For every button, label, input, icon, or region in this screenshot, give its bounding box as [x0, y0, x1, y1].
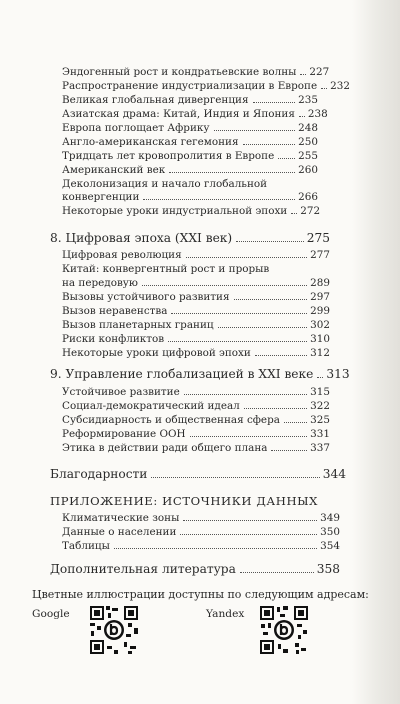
toc-entry	[62, 400, 330, 413]
toc-entry-title: Реформирование ООН	[62, 428, 186, 440]
toc-entry-title: Риски конфликтов	[62, 333, 165, 345]
toc-entry-title: Европа поглощает Африку	[62, 122, 210, 134]
toc-entry-title: Азиатская драма: Китай, Индия и Япония	[62, 108, 295, 120]
toc-entry-title: Распространение индустриализации в Европе	[62, 80, 318, 92]
toc-entry-page: 349	[320, 512, 340, 524]
toc-entry-title: Некоторые уроки индустриальной эпохи	[62, 205, 288, 217]
toc-entry-title: конвергенции	[62, 191, 140, 203]
toc-entry-title: Этика в действии ради общего плана	[62, 442, 268, 454]
toc-chapter-page: 358	[316, 562, 340, 576]
leader-dots	[169, 172, 295, 173]
leader-dots	[218, 327, 308, 328]
toc-entry-page: 272	[300, 205, 321, 217]
toc-entry-page: 299	[310, 305, 330, 317]
toc-entry-page: 325	[310, 414, 330, 426]
toc-chapter-page: 275	[306, 231, 330, 245]
toc-entry	[62, 94, 318, 107]
toc-entry	[62, 108, 328, 121]
yandex-label: Yandex	[206, 608, 245, 620]
toc-entry	[62, 428, 330, 441]
toc-entry	[62, 442, 330, 455]
toc-chapter-page: 344	[322, 467, 346, 481]
toc-entry-title: Деколонизация и начало глобальной	[62, 178, 268, 190]
toc-entry-line1	[62, 178, 318, 191]
toc-entry	[62, 333, 330, 346]
leader-dots	[240, 572, 314, 573]
toc-entry-page: 289	[310, 277, 330, 289]
qr-code-icon[interactable]	[258, 604, 310, 656]
toc-entry-page: 331	[310, 428, 330, 440]
toc-entry	[62, 277, 330, 290]
toc-entry-page: 322	[310, 400, 330, 412]
toc-entry-title: Тридцать лет кровопролития в Европе	[62, 150, 275, 162]
leader-dots	[234, 299, 308, 300]
toc-entry	[62, 136, 318, 149]
leader-dots	[151, 477, 319, 478]
toc-entry-title: Некоторые уроки цифровой эпохи	[62, 347, 251, 359]
leader-dots	[142, 285, 307, 286]
toc-entry-page: 315	[310, 386, 330, 398]
toc-entry-title: Субсидиарность и общественная сфера	[62, 414, 280, 426]
leader-dots	[171, 313, 307, 314]
toc-entry-title: на передовую	[62, 277, 138, 289]
toc-entry-title: Социал-демократический идеал	[62, 400, 240, 412]
leader-dots	[168, 341, 307, 342]
leader-dots	[184, 394, 307, 395]
leader-dots	[114, 548, 317, 549]
illustrations-note: Цветные иллюстрации доступны по следующим адресам:	[32, 588, 369, 601]
toc-entry	[62, 512, 340, 525]
toc-entry-page: 354	[320, 540, 340, 552]
toc-chapter-title: 8. Цифровая эпоха (XXI век)	[50, 232, 233, 245]
toc-entry-title: Таблицы	[62, 540, 110, 552]
leader-dots	[299, 116, 305, 117]
leader-dots	[244, 408, 307, 409]
toc-entry	[62, 80, 350, 93]
leader-dots	[243, 144, 296, 145]
leader-dots	[253, 102, 296, 103]
toc-entry-title: Эндогенный рост и кондратьевские волны	[62, 66, 297, 78]
toc-chapter	[50, 232, 330, 245]
toc-chapter	[50, 468, 346, 481]
toc-entry-page: 238	[307, 108, 328, 120]
toc-entry	[62, 526, 340, 539]
toc-entry-title: Вызов планетарных границ	[62, 319, 214, 331]
toc-entry-page: 227	[309, 66, 330, 78]
toc-entry	[62, 249, 330, 262]
toc-entry-title: Устойчивое развитие	[62, 386, 180, 398]
toc-entry	[62, 386, 330, 399]
toc-entry-page: 266	[298, 191, 318, 203]
toc-chapter-page: 313	[326, 367, 350, 381]
toc-entry-page: 337	[310, 442, 330, 454]
toc-entry-page: 297	[310, 291, 330, 303]
toc-entry-page: 312	[310, 347, 330, 359]
toc-entry-title: Климатические зоны	[62, 512, 180, 524]
leader-dots	[284, 422, 307, 423]
leader-dots	[271, 450, 307, 451]
toc-entry-title: Англо-американская гегемония	[62, 136, 239, 148]
toc-entry	[62, 291, 330, 304]
leader-dots	[300, 74, 306, 75]
toc-entry-page: 260	[298, 164, 318, 176]
toc-chapter-title: Дополнительная литература	[50, 563, 236, 576]
leader-dots	[317, 377, 323, 378]
toc-entry-page: 277	[310, 249, 330, 261]
toc-entry	[62, 540, 340, 553]
toc-entry-title: Китай: конвергентный рост и прорыв	[62, 263, 270, 275]
toc-entry	[62, 347, 330, 360]
leader-dots	[291, 213, 297, 214]
toc-appendix-heading: ПРИЛОЖЕНИЕ: ИСТОЧНИКИ ДАННЫХ	[50, 494, 319, 508]
leader-dots	[190, 436, 308, 437]
leader-dots	[255, 355, 307, 356]
toc-entry-title: Вызов неравенства	[62, 305, 168, 317]
toc-entry-title: Вызовы устойчивого развития	[62, 291, 230, 303]
leader-dots	[186, 257, 308, 258]
toc-entry	[62, 66, 330, 79]
toc-entry-title: Великая глобальная дивергенция	[62, 94, 249, 106]
leader-dots	[278, 158, 295, 159]
toc-entry-page: 250	[298, 136, 318, 148]
toc-entry	[62, 205, 321, 218]
toc-entry-page: 310	[310, 333, 330, 345]
toc-entry	[62, 305, 330, 318]
toc-chapter	[50, 563, 340, 576]
toc-entry-page: 235	[298, 94, 318, 106]
leader-dots	[180, 534, 317, 535]
toc-entry-page: 255	[298, 150, 318, 162]
google-label: Google	[32, 608, 70, 620]
toc-entry-title: Данные о населении	[62, 526, 177, 538]
leader-dots	[183, 520, 317, 521]
toc-chapter	[50, 367, 350, 381]
toc-entry	[62, 414, 330, 427]
toc-entry-title: Американский век	[62, 164, 166, 176]
leader-dots	[214, 130, 296, 131]
toc-entry-page: 232	[330, 80, 350, 92]
toc-entry-title: Цифровая революция	[62, 249, 182, 261]
toc-entry-page: 350	[320, 526, 340, 538]
toc-entry	[62, 191, 318, 204]
toc-chapter-title: Благодарности	[50, 468, 148, 481]
toc-entry	[62, 122, 318, 135]
leader-dots	[321, 88, 327, 89]
leader-dots	[236, 241, 304, 242]
toc-entry-page: 302	[310, 319, 330, 331]
toc-entry-page: 248	[298, 122, 318, 134]
toc-entry	[62, 164, 318, 177]
toc-entry	[62, 319, 330, 332]
leader-dots	[143, 199, 295, 200]
qr-code-icon[interactable]	[88, 604, 140, 656]
toc-entry	[62, 150, 318, 163]
toc-chapter-title: 9. Управление глобализацией в XXI веке	[50, 368, 314, 381]
toc-entry-line1	[62, 263, 330, 276]
